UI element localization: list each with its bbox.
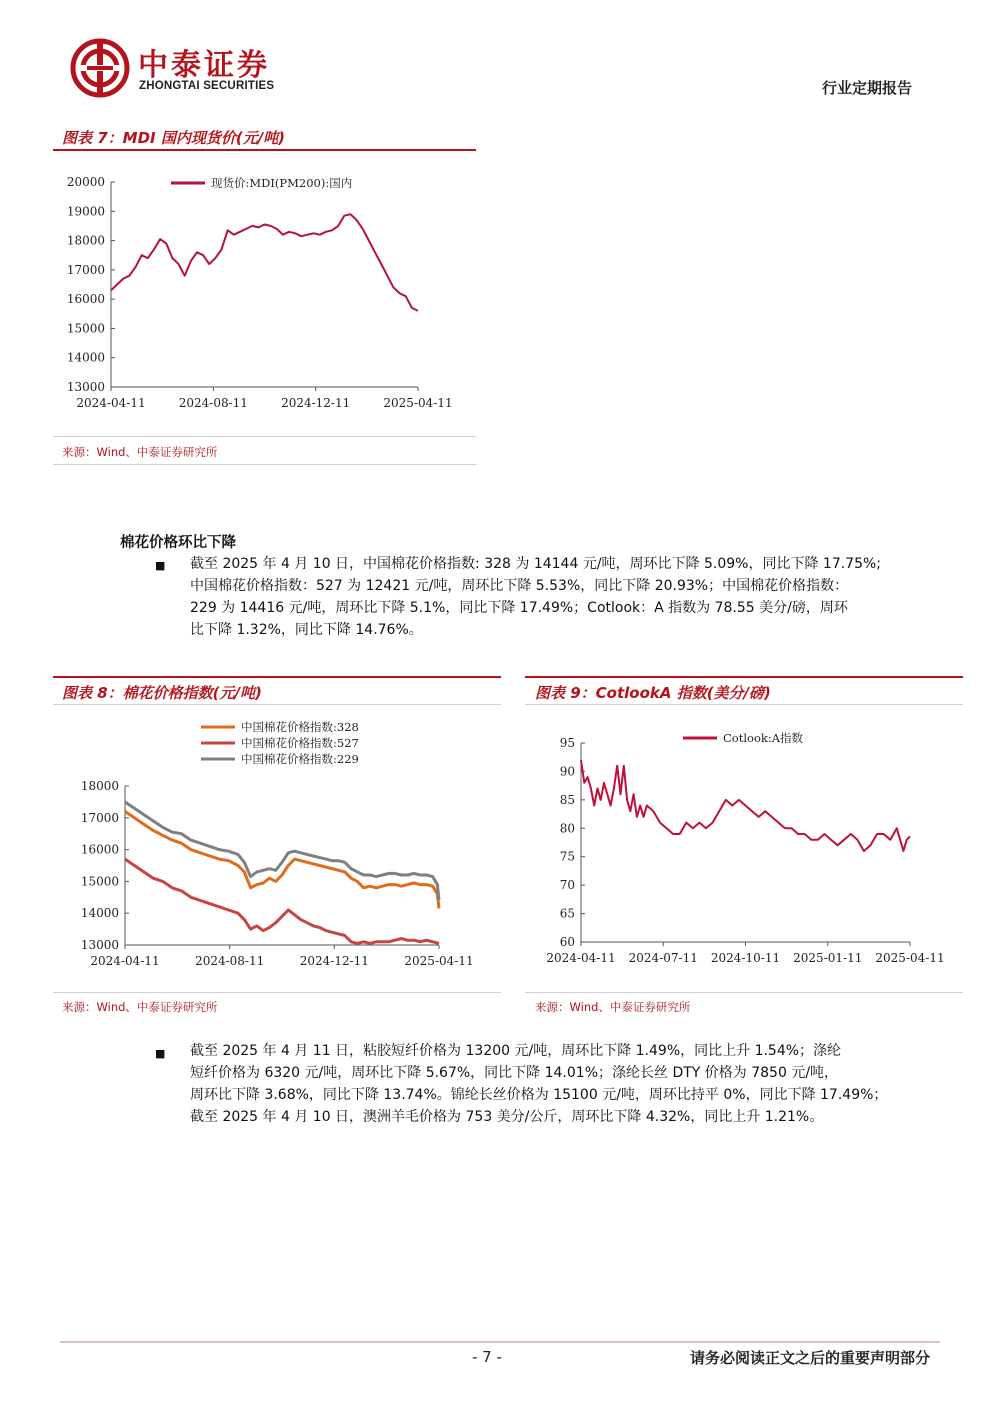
cotton-legend-label-2: 中国棉花价格指数:229: [241, 752, 359, 766]
mdi-ytick-label: 15000: [66, 321, 105, 336]
cotlook-series-line-0: [581, 760, 910, 851]
cotlook-ytick-label: 75: [559, 849, 575, 864]
mdi-legend-label-0: 现货价:MDI(PM200):国内: [211, 176, 353, 190]
mdi-ytick-label: 13000: [66, 380, 105, 394]
cotlook-xtick-label: 2025-01-11: [793, 951, 863, 965]
figure8-source: 来源：Wind、中泰证券研究所: [62, 1000, 218, 1014]
paragraph-1: [190, 553, 930, 641]
cotton-legend-label-1: 中国棉花价格指数:527: [241, 736, 359, 750]
figure9-source: 来源：Wind、中泰证券研究所: [535, 1000, 691, 1014]
para2-line-2: 短纤价格为 6320 元/吨，周环比下降 5.67%，同比下降 14.01%；涤纶长丝 DTY 价格为 7850 元/吨，: [190, 1065, 839, 1081]
para1-line-1: 截至 2025 年 4 月 10 日，中国棉花价格指数: 328 为 14144 元/吨，周环比下降 5.09%，同比下降 17.75%;: [190, 556, 882, 572]
para2-line-3: 周环比下降 3.68%，同比下降 13.74%。锦纶长丝价格为 15100 元/吨，周环比持平 0%，同比下降 17.49%；: [190, 1087, 888, 1103]
cotton-xtick-label: 2025-04-11: [404, 954, 474, 968]
mdi-chart: [53, 160, 476, 425]
mdi-xtick-label: 2024-08-11: [178, 396, 248, 410]
para1-line-2: 中国棉花价格指数：527 为 12421 元/吨，周环比下降 5.53%，同比下降 20.93%；中国棉花价格指数：: [190, 578, 849, 594]
cotton-ytick-label: 15000: [80, 874, 119, 889]
cotlook-xtick-label: 2024-10-11: [710, 951, 781, 965]
cotlook-legend-label-0: Cotlook:A指数: [723, 731, 804, 745]
figure7-source: 来源：Wind、中泰证券研究所: [62, 445, 218, 459]
figure9-bottom-rule: [525, 992, 963, 993]
cotlook-xtick-label: 2024-07-11: [628, 951, 698, 965]
cotlook-ytick-label: 80: [559, 821, 575, 836]
cotton-xtick-label: 2024-04-11: [90, 954, 160, 968]
para1-line-4: 比下降 1.32%，同比下降 14.76%。: [190, 622, 423, 638]
figure9-head-rule: [525, 676, 963, 678]
cotton-ytick-label: 18000: [80, 779, 119, 793]
cotton-legend-label-0: 中国棉花价格指数:328: [241, 720, 359, 734]
para2-line-1: 截至 2025 年 4 月 11 日，粘胶短纤价格为 13200 元/吨，周环比下降 1.49%，同比上升 1.54%；涤纶: [190, 1043, 842, 1059]
cotlook-xtick-label: 2024-04-11: [546, 951, 616, 965]
mdi-ytick-label: 19000: [66, 204, 105, 219]
mdi-ytick-label: 17000: [66, 262, 105, 277]
logo-en-text: ZHONGTAI SECURITIES: [139, 80, 275, 92]
cotlook-ytick-label: 70: [559, 878, 575, 893]
para1-line-3: 229 为 14416 元/吨，周环比下降 5.1%，同比下降 17.49%；Cotlook：A 指数为 78.55 美分/磅，周环: [190, 600, 848, 616]
cotton-ytick-label: 17000: [80, 810, 119, 825]
mdi-ytick-label: 18000: [66, 233, 105, 248]
cotlook-ytick-label: 85: [559, 792, 575, 807]
figure8-title: 图表 8：棉花价格指数(元/吨): [62, 684, 262, 702]
mdi-xtick-label: 2024-12-11: [281, 396, 351, 410]
cotlook-ytick-label: 60: [559, 935, 575, 949]
section-title: 棉花价格环比下降: [120, 535, 236, 551]
bullet-2-icon: ■: [155, 1047, 166, 1060]
mdi-ytick-label: 16000: [66, 292, 105, 307]
paragraph-2: [190, 1040, 930, 1128]
mdi-ytick-label: 14000: [66, 350, 105, 365]
figure8-head-rule: [53, 676, 501, 678]
figure7-top-rule: [53, 149, 476, 151]
cotlook-ytick-label: 95: [559, 736, 575, 750]
cotton-series-line-1: [125, 859, 439, 943]
cotton-ytick-label: 16000: [80, 842, 119, 857]
cotton-ytick-label: 14000: [80, 906, 119, 921]
logo-cn-text: 中泰证券: [138, 48, 270, 83]
cotton-xtick-label: 2024-12-11: [299, 954, 369, 968]
figure8-bottom-rule: [53, 992, 501, 993]
para2-line-4: 截至 2025 年 4 月 10 日，澳洲羊毛价格为 753 美分/公斤，周环比下降 4.32%，同比上升 1.21%。: [190, 1109, 824, 1125]
page-number: - 7 -: [472, 1348, 502, 1366]
footer-disclaimer: 请务必阅读正文之后的重要声明部分: [689, 1349, 930, 1367]
figure7-end-rule: [53, 464, 476, 465]
figure9-title: 图表 9：CotlookA 指数(美分/磅): [535, 684, 771, 702]
figure7-bottom-rule: [53, 436, 476, 437]
cotton-xtick-label: 2024-08-11: [195, 954, 265, 968]
figure8-top-rule: [53, 704, 501, 705]
mdi-series-line-0: [111, 214, 418, 311]
cotlook-ytick-label: 65: [559, 906, 575, 921]
report-type: 行业定期报告: [821, 79, 912, 97]
zhongtai-logo-icon: [70, 38, 130, 98]
mdi-xtick-label: 2024-04-11: [76, 396, 146, 410]
cotlook-ytick-label: 90: [559, 764, 575, 779]
cotlook-chart: [525, 712, 963, 977]
footer-rule: [60, 1341, 940, 1343]
figure7-title: 图表 7：MDI 国内现货价(元/吨): [62, 129, 286, 147]
bullet-1-icon: ■: [155, 559, 166, 572]
cotlook-xtick-label: 2025-04-11: [875, 951, 945, 965]
cotton-ytick-label: 13000: [80, 938, 119, 952]
mdi-xtick-label: 2025-04-11: [383, 396, 453, 410]
mdi-ytick-label: 20000: [66, 175, 105, 189]
cotton-chart: [53, 712, 501, 977]
figure9-top-rule: [525, 704, 963, 705]
